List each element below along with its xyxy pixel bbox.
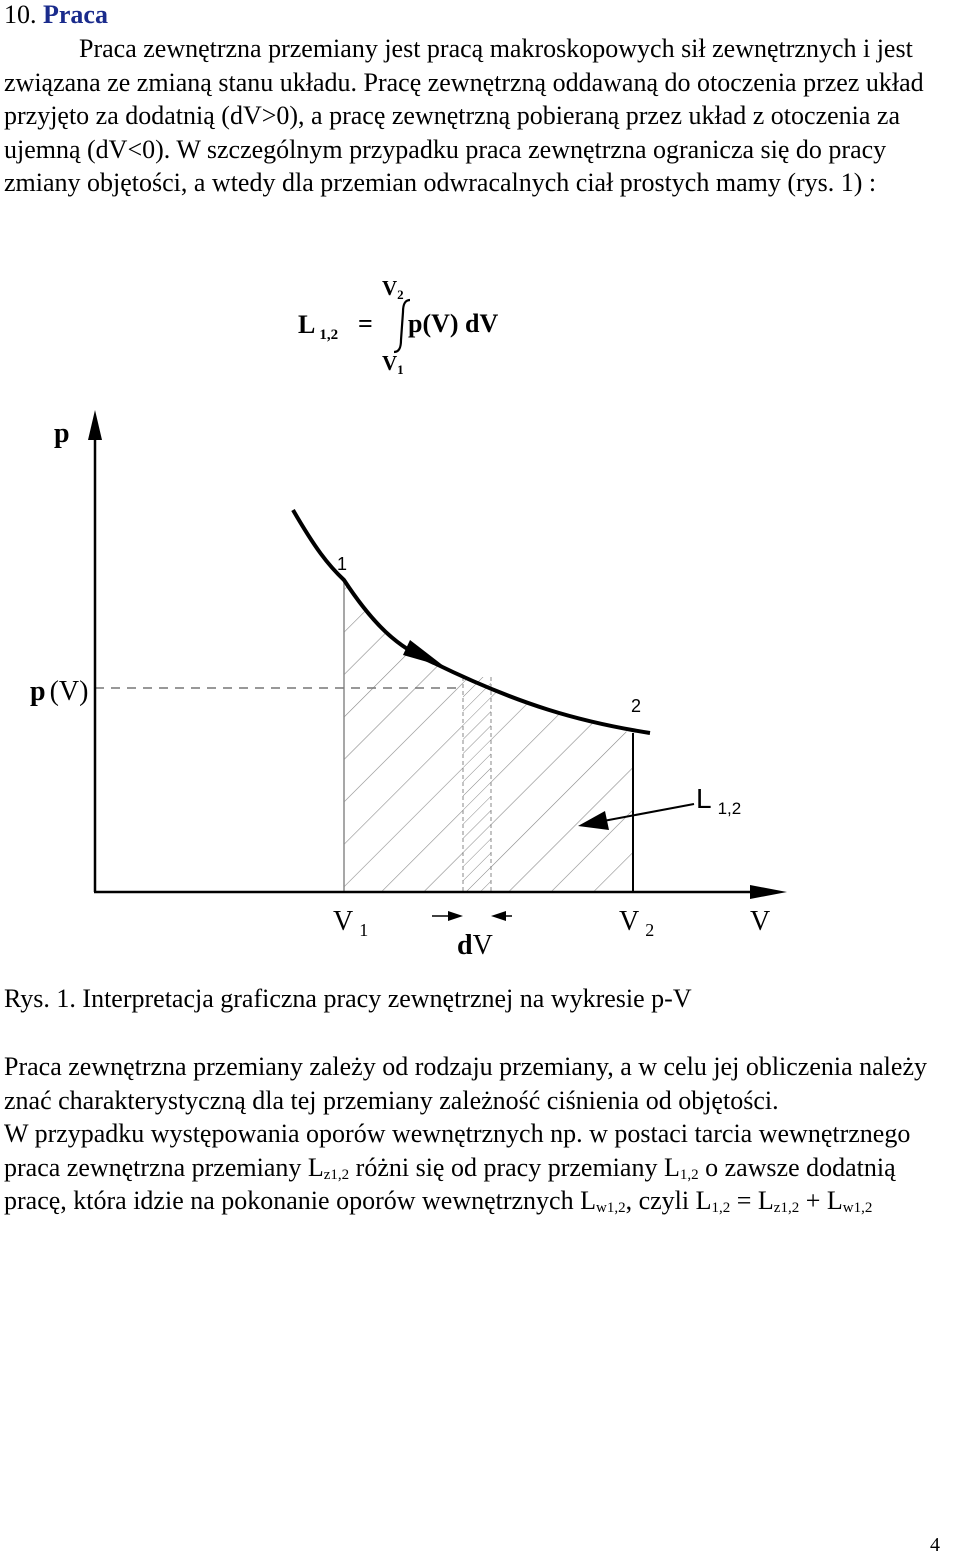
work-integral-formula	[298, 276, 499, 377]
formula-equals: =	[358, 309, 373, 338]
x-axis-arrow	[750, 885, 787, 899]
intro-text: Praca zewnętrzna przemiany jest pracą makroskopowych sił zewnętrznych i jest związana ze zmianą stanu układu. Pracę zewnętrzną oddawaną do otoczenia przez układ przyjęto za dodatnią (dV>0), a pracę zewnętrzną pobieraną przez układ z otoczenia za ujemną (dV<0). W szczególnym przypadku praca zewnętrzna ogranicza się do pracy zmiany objętości, a wtedy dla przemian odwracalnych ciał prostych mamy (rys. 1) :	[4, 34, 924, 198]
y-axis-arrow	[88, 410, 102, 440]
dv-arrow-left-head	[448, 911, 463, 921]
v1-label: V $_1$	[333, 906, 369, 940]
dv-strip-hatch	[463, 677, 491, 892]
section-title: Praca	[43, 0, 108, 29]
second-paragraph	[4, 1050, 956, 1218]
figure-caption: Rys. 1. Interpretacja graficzna pracy zewnętrznej na wykresie p-V	[4, 984, 692, 1013]
dv-label: dV	[457, 930, 493, 961]
pv-label: p (V)	[30, 676, 89, 707]
formula-upper-limit: V2	[382, 276, 404, 302]
formula-lhs: L $_{1,2}$	[298, 310, 339, 343]
point-1-label: 1	[337, 554, 348, 574]
y-axis-label: p	[54, 418, 70, 449]
v2-label: V $_2$	[619, 906, 655, 940]
dv-arrow-right-head	[491, 911, 506, 921]
second-paragraph-line2: W przypadku występowania oporów wewnętrznych np. w postaci tarcia wewnętrznego praca zewnętrzna przemiany $L_{z1,2}$ różni się od pracy przemiany $L_{1,2}$ o zawsze dodatnią pracę, która idzie na pokonanie oporów wewnętrznych $L_{w1,2}$, czyli $L_{1,2} = L_{z1,2} + L_{w1,2}$	[4, 1119, 911, 1216]
formula-integrand: p(V) dV	[408, 309, 499, 338]
section-number: 10.	[4, 0, 37, 29]
page-number: 4	[930, 1534, 940, 1556]
point-2-label: 2	[631, 696, 642, 716]
x-axis-label: V	[750, 906, 771, 937]
formula-lower-limit: V1	[382, 351, 404, 377]
second-paragraph-line1: Praca zewnętrzna przemiany zależy od rodzaju przemiany, a w celu jej obliczenia należy znać charakterystyczną dla tej przemiany zależność ciśnienia od objętości.	[4, 1052, 927, 1115]
area-label: L $_{1,2}$	[696, 783, 742, 818]
